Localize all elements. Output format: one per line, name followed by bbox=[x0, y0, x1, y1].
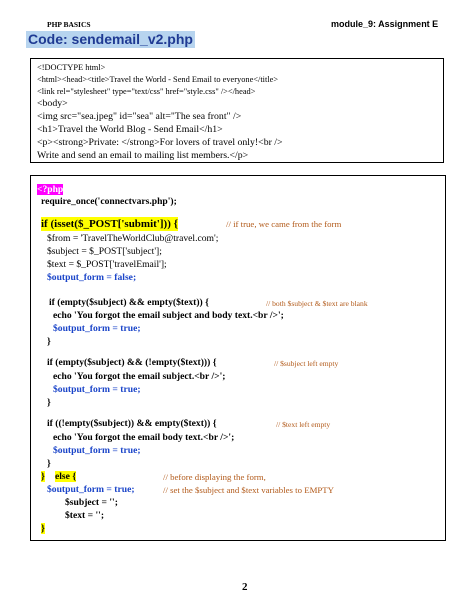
php-open-tag: <?php bbox=[37, 184, 64, 195]
close-brace: } bbox=[47, 458, 51, 469]
close-brace: } bbox=[47, 397, 51, 408]
if-submit-comment: // if true, we came from the form bbox=[226, 219, 342, 229]
else-line: else { bbox=[55, 471, 77, 482]
html-code-box bbox=[30, 58, 444, 163]
echo-subject-line: echo 'You forgot the email subject.<br />'; bbox=[53, 371, 226, 382]
output-true-line: $output_form = true; bbox=[53, 323, 141, 334]
require-line: require_once('connectvars.php'); bbox=[41, 196, 177, 207]
close-else-brace: } bbox=[41, 523, 45, 534]
if-empty-both-line: if (empty($subject) && empty($text)) { bbox=[49, 297, 209, 308]
output-true-line: $output_form = true; bbox=[53, 445, 141, 456]
page-number: 2 bbox=[242, 581, 248, 593]
from-line: $from = 'TravelTheWorldClub@travel.com'; bbox=[47, 233, 219, 244]
close-brace: } bbox=[47, 336, 51, 347]
html-line: <html><head><title>Travel the World - Send Email to everyone</title> bbox=[37, 75, 279, 84]
if-text-empty-comment: // $text left empty bbox=[276, 420, 331, 429]
html-line: <h1>Travel the World Blog - Send Email</h1> bbox=[37, 124, 223, 135]
output-false-line: $output_form = false; bbox=[47, 272, 137, 283]
html-line: Write and send an email to mailing list members.</p> bbox=[37, 150, 249, 161]
if-submit-line: if (isset($_POST['submit'])) { bbox=[41, 218, 178, 230]
echo-both-line: echo 'You forgot the email subject and body text.<br />'; bbox=[53, 310, 284, 321]
if-subject-empty-comment: // $subject left empty bbox=[274, 359, 339, 368]
if-subject-empty-line: if (empty($subject) && (!empty($text))) { bbox=[47, 357, 217, 368]
text-empty-line: $text = ''; bbox=[65, 510, 105, 521]
header-left: PHP BASICS bbox=[47, 20, 91, 29]
close-if-brace: } bbox=[41, 471, 45, 482]
echo-text-line: echo 'You forgot the email body text.<br />'; bbox=[53, 432, 235, 443]
php-code-box bbox=[30, 175, 446, 541]
else-comment: // before displaying the form, bbox=[163, 472, 266, 482]
html-line: <body> bbox=[37, 98, 68, 109]
text-line: $text = $_POST['travelEmail']; bbox=[47, 259, 167, 270]
html-line: <img src="sea.jpeg" id="sea" alt="The sea front" /> bbox=[37, 111, 242, 122]
html-line: <link rel="stylesheet" type="text/css" href="style.css" /></head> bbox=[37, 87, 256, 96]
header-right: module_9: Assignment E bbox=[331, 19, 439, 29]
subject-line: $subject = $_POST['subject']; bbox=[47, 246, 162, 257]
output-true-line: $output_form = true; bbox=[53, 384, 141, 395]
html-line: <p><strong>Private: </strong>For lovers of travel only!<br /> bbox=[37, 137, 283, 148]
if-text-empty-line: if ((!empty($subject)) && empty($text)) { bbox=[47, 418, 217, 429]
output-true-line: $output_form = true; bbox=[47, 484, 135, 495]
code-title: Code: sendemail_v2.php bbox=[28, 31, 193, 47]
if-empty-both-comment: // both $subject & $text are blank bbox=[266, 299, 368, 308]
subject-empty-line: $subject = ''; bbox=[65, 497, 118, 508]
else-comment-2: // set the $subject and $text variables to EMPTY bbox=[163, 485, 335, 495]
html-line: <!DOCTYPE html> bbox=[37, 63, 106, 72]
